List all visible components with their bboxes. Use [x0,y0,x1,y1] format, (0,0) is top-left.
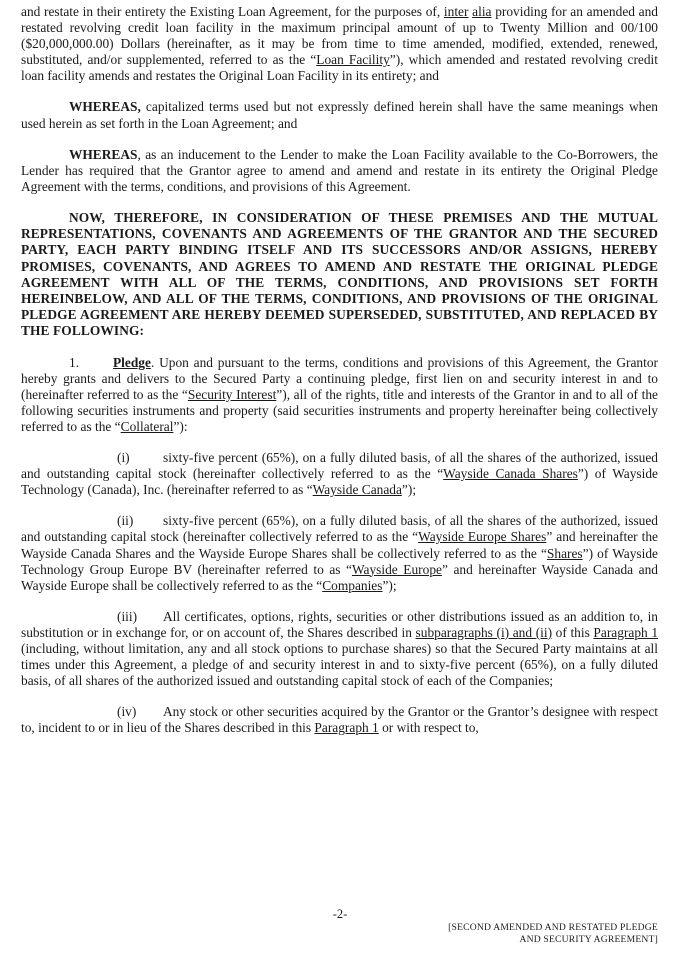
defined-term-wayside-europe: Wayside Europe [351,561,442,577]
defined-term-wayside-canada: Wayside Canada [312,482,402,498]
inter-term: inter [443,4,469,19]
subparagraph-i: (i) sixty-five percent (65%), on a fully diluted basis, of all the shares of the authorized, issued and outstanding capital stock (hereinafter collectively referred to as the “Wayside Canada Shares”) of Wayside Technology (Canada), Inc. (hereinafter referred to as “Wayside Canada”); [21,450,658,498]
paragraph-loan-facility: and restate in their entirety the Existing Loan Agreement, for the purposes of, inter alia providing for an amended and restated revolving credit loan facility in the maximum principal amount of up to Twenty Million and 00/100 ($20,000,000.00) Dollars (hereinafter, as it may be from time to time amended, modified, extended, renewed, substituted, and/or supplemented, referred to as the “Loan Facility”), which amended and restated revolving credit loan facility amends and restates the Original Loan Facility in its entirety; and [21,4,658,84]
document-title-footer [448,922,658,946]
subparagraph-number: (iii) [117,608,138,624]
paragraph-whereas-capitalized-terms: WHEREAS, capitalized terms used but not expressly defined herein shall have the same meanings when used herein as set forth in the Loan Agreement; and [21,99,658,131]
cross-reference-paragraph-1: Paragraph 1 [593,624,659,640]
defined-term-companies: Companies [322,577,383,593]
paragraph-whereas-inducement: WHEREAS, as an inducement to the Lender to make the Loan Facility available to the Co-Borrowers, the Lender has required that the Grantor agree to amend and amend and restate in its entirety the Original Pledge Agreement with the terms, conditions, and provisions of this Agreement. [21,146,658,194]
defined-term-security-interest: Security Interest [187,386,277,402]
footer-line-1: [SECOND AMENDED AND RESTATED PLEDGE [448,922,658,933]
whereas-lead: WHEREAS, [69,99,141,115]
defined-term-wayside-europe-shares: Wayside Europe Shares [418,529,547,545]
section-heading-pledge: Pledge [113,354,151,370]
page-number: -2- [332,907,348,921]
defined-term-shares: Shares [546,545,583,561]
footer-line-2: AND SECURITY AGREEMENT] [519,934,658,945]
subparagraph-number: (i) [117,450,130,466]
section-1-pledge: 1. Pledge. Upon and pursuant to the terms, conditions and provisions of this Agreement, the Grantor hereby grants and delivers to the Secured Party a continuing pledge, first lien on and security interest in and to (hereinafter referred to as the “Security Interest”), all of the rights, title and interests of the Grantor in and to all of the following securities instruments and property (said securities instruments and property hereinafter being collectively referred to as the “Collateral”): [21,354,658,434]
subparagraph-iv: (iv) Any stock or other securities acquired by the Grantor or the Grantor’s designee with respect to, incident to or in lieu of the Shares described in this Paragraph 1 or with respect to, [21,704,658,736]
whereas-lead: WHEREAS [69,146,138,162]
alia-term: alia [472,4,492,19]
defined-term-wayside-canada-shares: Wayside Canada Shares [443,466,578,482]
subparagraph-iii: (iii) All certificates, options, rights, securities or other distributions issued as an addition to, in substitution or in exchange for, or on account of, the Shares described in subparagraphs (i) and (ii) of this Paragraph 1 (including, without limitation, any and all stock options to purchase shares) so that the Secured Party maintains at all times under this Agreement, a pledge of and security interest in and to sixty-five percent (65%), on a fully diluted basis, of all shares of the authorized issued and outstanding capital stock of each of the Companies; [21,608,659,689]
subparagraph-number: (iv) [117,704,137,720]
cross-reference-subparagraphs: subparagraphs (i) and (ii) [415,624,553,640]
defined-term-collateral: Collateral [120,418,174,434]
defined-term-loan-facility: Loan Facility [316,52,390,68]
subparagraph-ii: (ii) sixty-five percent (65%), on a fully diluted basis, of all the shares of the authorized, issued and outstanding capital stock (hereinafter collectively referred to as the “Wayside Europe Shares” and hereinafter the Wayside Canada Shares and the Wayside Europe Shares shall be collectively referred to as the “Shares”) of Wayside Technology Group Europe BV (hereinafter referred to as “Wayside Europe” and hereinafter Wayside Canada and Wayside Europe shall be collectively referred to as the “Companies”); [21,513,658,593]
paragraph-now-therefore: NOW, THEREFORE, IN CONSIDERATION OF THESE PREMISES AND THE MUTUAL REPRESENTATIONS, COVENANTS AND AGREEMENTS OF THE GRANTOR AND THE SECURED PARTY, EACH PARTY BINDING ITSELF AND ITS SUCCESSORS AND/OR ASSIGNS, HEREBY PROMISES, COVENANTS, AND AGREES TO AMEND AND RESTATE THE ORIGINAL PLEDGE AGREEMENT WITH ALL OF THE TERMS, CONDITIONS, AND PROVISIONS SET FORTH HEREINBELOW, AND ALL OF THE TERMS, CONDITIONS, AND PROVISIONS OF THE ORIGINAL PLEDGE AGREEMENT ARE HEREBY DEEMED SUPERSEDED, SUBSTITUTED, AND REPLACED BY THE FOLLOWING: [21,209,658,339]
subparagraph-number: (ii) [117,513,134,529]
cross-reference-paragraph-1: Paragraph 1 [314,720,379,736]
section-number: 1. [69,354,80,370]
